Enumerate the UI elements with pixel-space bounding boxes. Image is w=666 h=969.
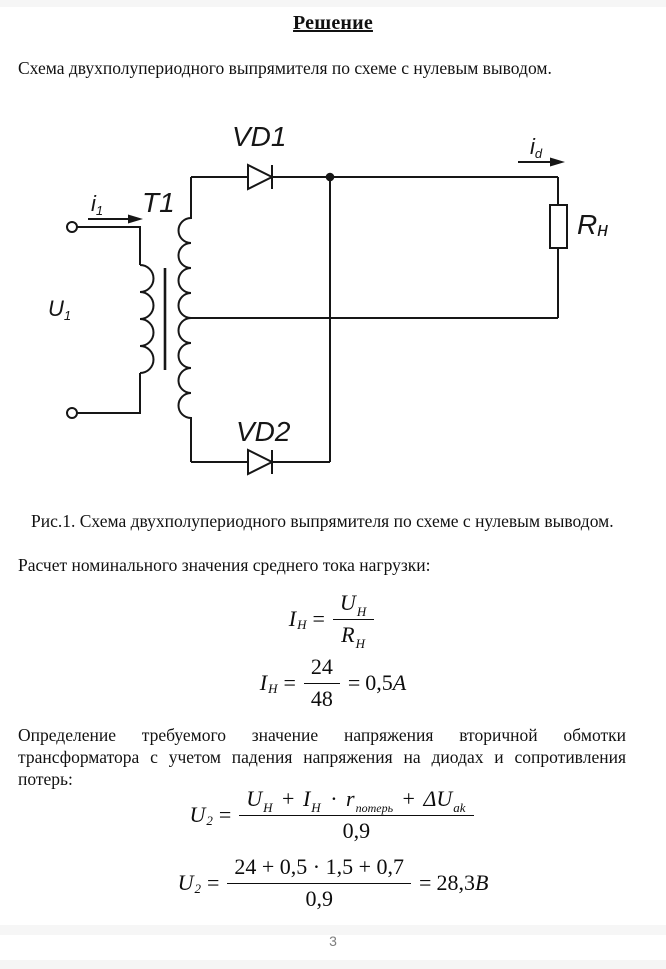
- input-terminal-bottom: [67, 408, 77, 418]
- label-u1-sub: 1: [63, 308, 72, 323]
- f3-op1: +: [282, 786, 295, 811]
- f1-num: U: [339, 590, 356, 615]
- page-title: Решение: [293, 12, 373, 34]
- f3-n4-sub: ak: [453, 800, 466, 815]
- f1-den-sub: Н: [355, 636, 365, 651]
- f2-lhs-sub: Н: [268, 681, 278, 696]
- f3-op2: ·: [330, 786, 338, 811]
- load-resistor: [550, 205, 567, 248]
- vd1-diode-triangle: [248, 165, 272, 189]
- input-terminal-top: [67, 222, 77, 232]
- f4-fraction: [227, 854, 411, 912]
- i1-arrow-head: [128, 215, 143, 224]
- circuit-svg: [0, 100, 666, 500]
- label-rn-base: R: [577, 209, 598, 240]
- formula-secondary-voltage-numeric: [0, 854, 666, 912]
- f2-lhs: I: [259, 670, 268, 695]
- f4-num: 24 + 0,5 · 1,5 + 0,7: [227, 854, 411, 884]
- scan-artifact-top: [0, 0, 666, 7]
- f1-lhs-sub: Н: [297, 617, 307, 632]
- primary-winding: [140, 265, 154, 373]
- f1-num-sub: Н: [356, 604, 367, 619]
- wire-input-top: [77, 227, 140, 265]
- label-rn-sub: н: [597, 219, 609, 241]
- vd2-diode-triangle: [248, 450, 272, 474]
- f4-lhs-sub: 2: [194, 881, 201, 896]
- f2-unit: А: [392, 670, 407, 695]
- f3-n1: U: [246, 786, 263, 811]
- f3-den: 0,9: [342, 818, 371, 843]
- f3-n3: r: [346, 786, 355, 811]
- f3-lhs-sub: 2: [206, 813, 213, 828]
- f2-den: 48: [310, 686, 333, 711]
- f3-n4: ΔU: [423, 786, 453, 811]
- f3-lhs: U: [189, 802, 206, 827]
- f2-equals: =: [283, 670, 296, 695]
- f3-n2: I: [302, 786, 311, 811]
- label-i1-sub: 1: [95, 203, 104, 218]
- f3-op3: +: [402, 786, 415, 811]
- label-rn: [577, 209, 608, 241]
- label-id: [530, 134, 543, 161]
- label-vd1: VD1: [232, 121, 287, 152]
- formula-load-current-symbolic: [0, 590, 666, 651]
- label-u1-base: U: [48, 296, 64, 321]
- f2-num: 24: [304, 654, 340, 684]
- f2-result: 0,5: [365, 670, 393, 695]
- scan-artifact-bottom: [0, 960, 666, 969]
- f1-den: R: [341, 622, 355, 647]
- f1-lhs: I: [288, 606, 297, 631]
- f3-n1-sub: Н: [263, 800, 273, 815]
- label-id-sub: d: [534, 146, 543, 161]
- label-u1: [48, 296, 71, 323]
- label-i1: [91, 191, 103, 218]
- f1-fraction: [333, 590, 374, 651]
- f4-unit: В: [474, 870, 489, 895]
- f4-result: 28,3: [436, 870, 475, 895]
- f4-lhs: U: [177, 870, 194, 895]
- load-current-paragraph: Расчет номинального значения среднего тока нагрузки:: [18, 555, 431, 575]
- formula-load-current-numeric: [0, 654, 666, 712]
- secondary-winding: [179, 177, 192, 462]
- figure-caption: Рис.1. Схема двухполупериодного выпрямителя по схеме с нулевым выводом.: [31, 511, 614, 531]
- f4-den: 0,9: [305, 886, 333, 911]
- f3-equals: =: [218, 802, 232, 827]
- f2-equals2: =: [347, 670, 361, 695]
- label-i1-base: i: [91, 191, 96, 216]
- circuit-diagram: [0, 100, 666, 500]
- f3-n3-sub: потерь: [355, 801, 394, 815]
- wire-input-bottom: [77, 373, 140, 413]
- formula-secondary-voltage-symbolic: [0, 786, 666, 844]
- f4-equals: =: [206, 870, 220, 895]
- page-number: 3: [329, 933, 337, 949]
- label-t1: T1: [142, 187, 175, 218]
- f2-fraction: [304, 654, 340, 712]
- label-id-base: i: [530, 134, 535, 159]
- f3-n2-sub: Н: [311, 800, 321, 815]
- f1-equals: =: [312, 606, 325, 631]
- f3-fraction: [239, 786, 473, 844]
- intro-paragraph: Схема двухполупериодного выпрямителя по схеме с нулевым выводом.: [18, 58, 552, 78]
- label-vd2: VD2: [236, 416, 291, 447]
- secondary-voltage-paragraph: Определение требуемого значение напряжения вторичной обмотки трансформатора с учетом падения напряжения на диодах и сопротивления потерь:: [18, 725, 626, 789]
- f4-equals2: =: [419, 870, 432, 895]
- id-arrow-head: [550, 158, 565, 167]
